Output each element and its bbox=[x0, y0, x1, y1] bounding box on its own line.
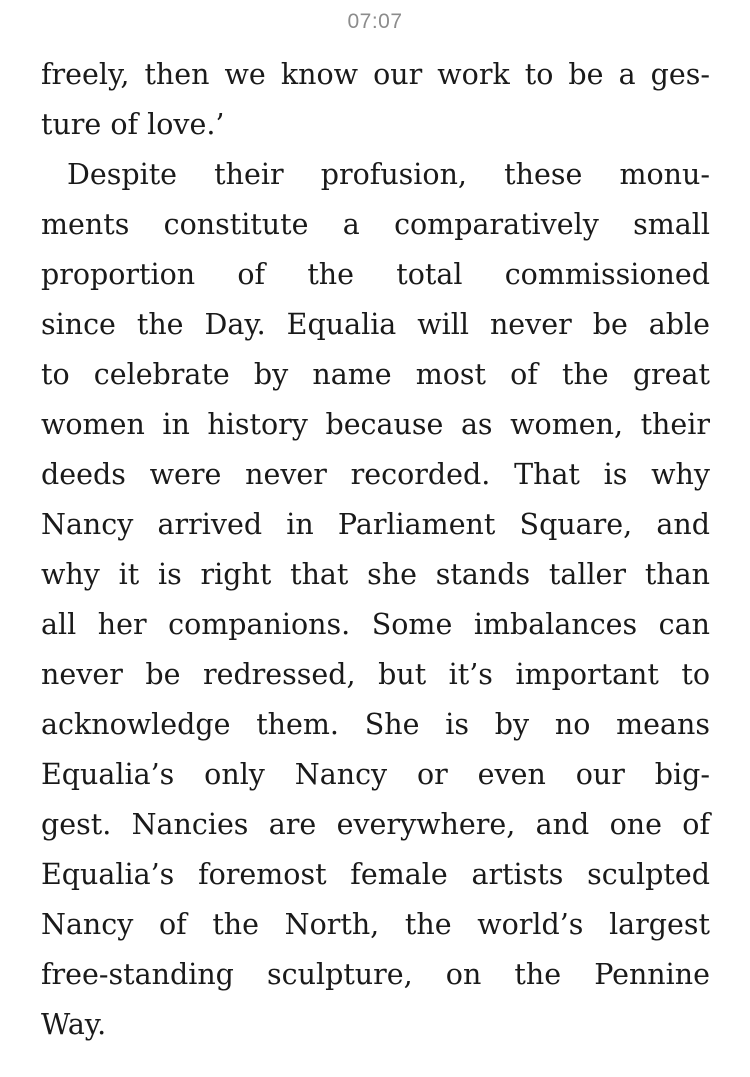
text-line: deeds were never recorded. That is why bbox=[41, 458, 710, 491]
text-line: Way. bbox=[41, 1008, 107, 1041]
paragraph bbox=[41, 150, 710, 1050]
text-line: never be redressed, but it’s important to bbox=[41, 658, 710, 691]
text-line: Nancy arrived in Parliament Square, and bbox=[41, 508, 710, 541]
text-line: Equalia’s only Nancy or even our big- bbox=[41, 758, 710, 791]
text-line: why it is right that she stands taller than bbox=[41, 558, 710, 591]
status-time: 07:07 bbox=[347, 10, 403, 33]
text-line: free-standing sculpture, on the Pennine bbox=[41, 958, 710, 991]
text-line: Nancy of the North, the world’s largest bbox=[41, 908, 710, 941]
text-line: since the Day. Equalia will never be able bbox=[41, 308, 710, 341]
text-line: freely, then we know our work to be a ges- bbox=[41, 58, 710, 91]
text-line: Despite their profusion, these monu- bbox=[67, 158, 710, 191]
text-line: Equalia’s foremost female artists sculpted bbox=[41, 858, 710, 891]
text-line: to celebrate by name most of the great bbox=[41, 358, 710, 391]
text-line: all her companions. Some imbalances can bbox=[41, 608, 710, 641]
text-line: women in history because as women, their bbox=[41, 408, 710, 441]
paragraph bbox=[41, 50, 710, 150]
reader-page[interactable] bbox=[41, 50, 710, 1050]
text-line: gest. Nancies are everywhere, and one of bbox=[41, 808, 710, 841]
text-line: acknowledge them. She is by no means bbox=[41, 708, 710, 741]
text-line: ture of love.’ bbox=[41, 108, 225, 141]
text-line: proportion of the total commissioned bbox=[41, 258, 710, 291]
text-line: ments constitute a comparatively small bbox=[41, 208, 710, 241]
